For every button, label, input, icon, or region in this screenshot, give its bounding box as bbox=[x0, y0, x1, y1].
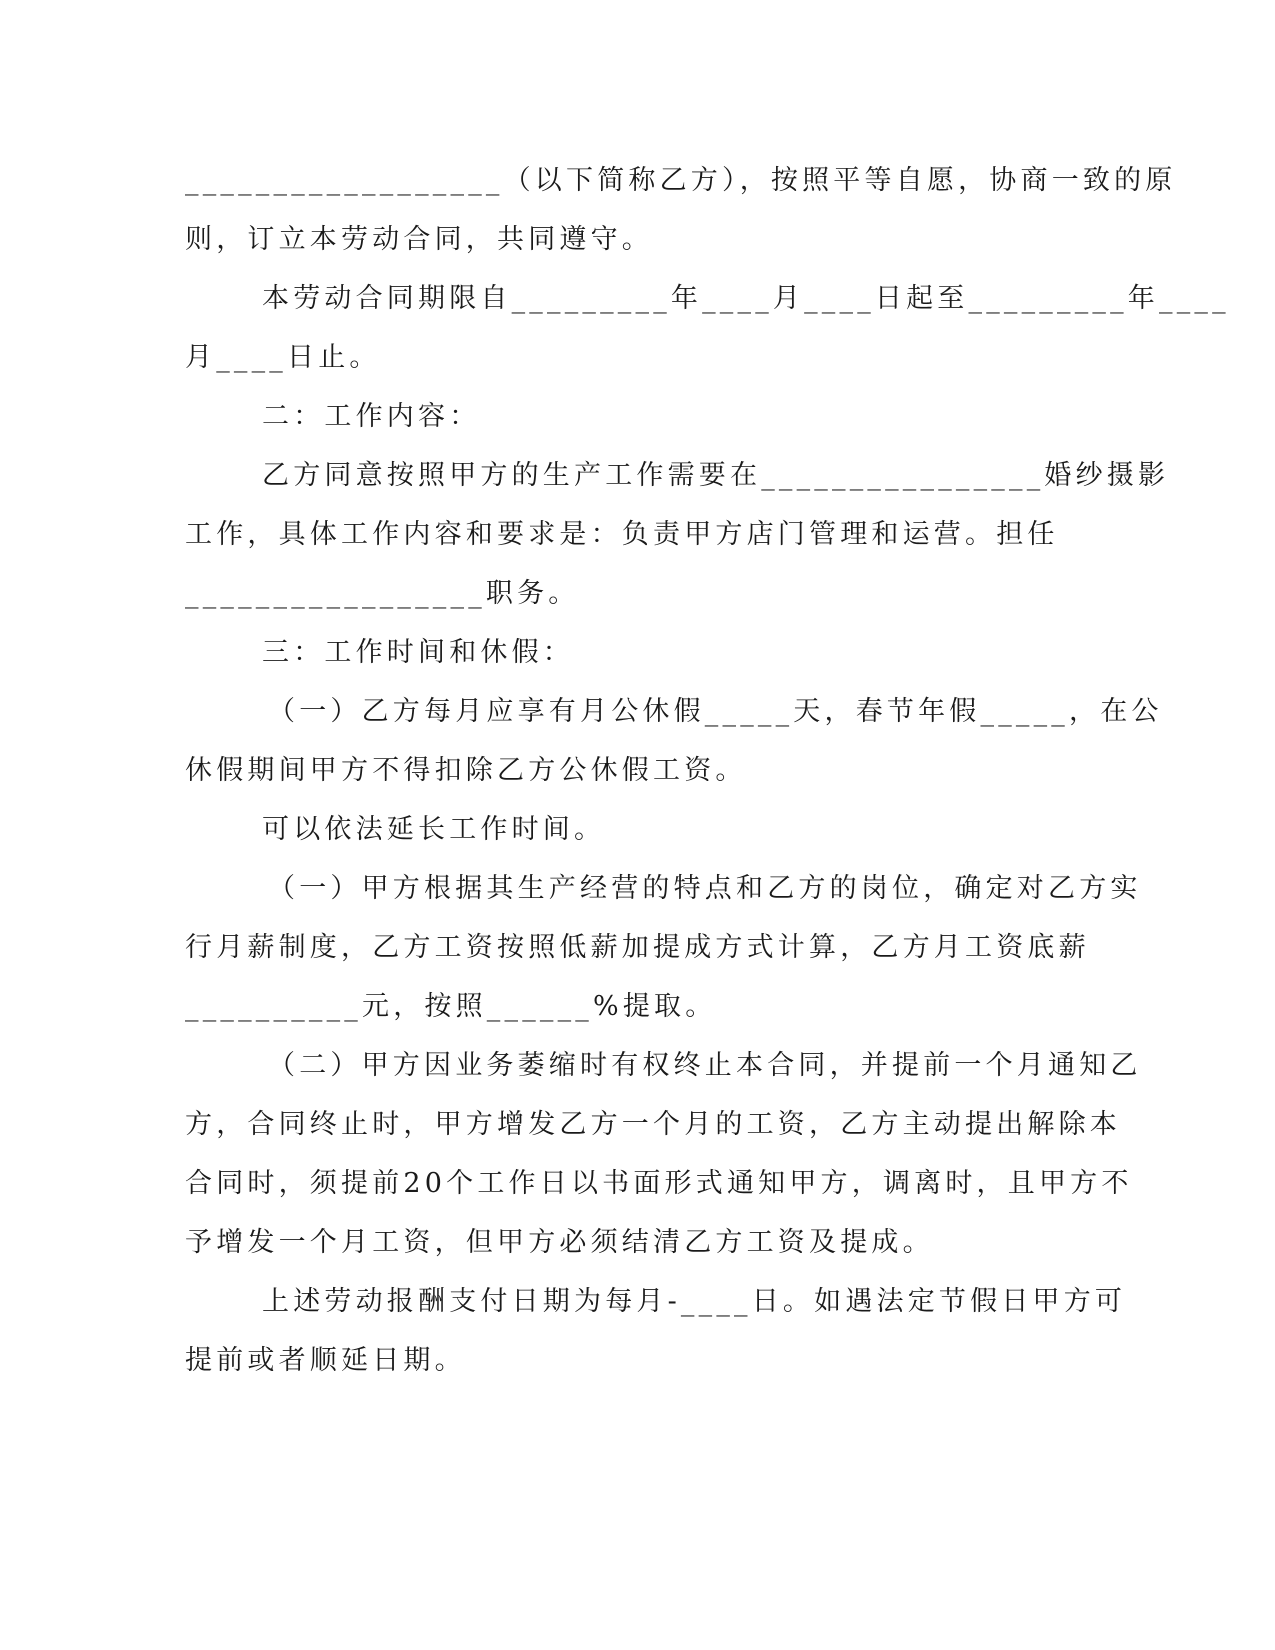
text-line: （一）乙方每月应享有月公休假_____天，春节年假_____，在公 bbox=[268, 696, 1163, 727]
text-line: 工作，具体工作内容和要求是：负责甲方店门管理和运营。担任 bbox=[185, 519, 1059, 550]
text-line: 予增发一个月工资，但甲方必须结清乙方工资及提成。 bbox=[185, 1227, 934, 1258]
section-heading: 三：工作时间和休假： bbox=[262, 637, 574, 668]
text-line: __________________（以下简称乙方），按照平等自愿，协商一致的原 bbox=[185, 165, 1177, 196]
text-line: 上述劳动报酬支付日期为每月-____日。如遇法定节假日甲方可 bbox=[262, 1286, 1127, 1317]
text-line: 合同时，须提前20个工作日以书面形式通知甲方，调离时，且甲方不 bbox=[185, 1168, 1133, 1199]
text-line: 方，合同终止时，甲方增发乙方一个月的工资，乙方主动提出解除本 bbox=[185, 1109, 1121, 1140]
section-heading: 二：工作内容： bbox=[262, 401, 481, 432]
text-line: 休假期间甲方不得扣除乙方公休假工资。 bbox=[185, 755, 747, 786]
text-line: （一）甲方根据其生产经营的特点和乙方的岗位，确定对乙方实 bbox=[268, 873, 1142, 904]
text-line: 乙方同意按照甲方的生产工作需要在________________婚纱摄影 bbox=[262, 460, 1170, 491]
text-line: 提前或者顺延日期。 bbox=[185, 1345, 466, 1376]
text-line: 则，订立本劳动合同，共同遵守。 bbox=[185, 224, 653, 255]
text-line: （二）甲方因业务萎缩时有权终止本合同，并提前一个月通知乙 bbox=[268, 1050, 1142, 1081]
text-line: 本劳动合同期限自_________年____月____日起至_________年____ bbox=[262, 283, 1230, 314]
text-line: 可以依法延长工作时间。 bbox=[262, 814, 606, 845]
text-line: 月____日止。 bbox=[185, 342, 381, 373]
text-line: 行月薪制度，乙方工资按照低薪加提成方式计算，乙方月工资底薪 bbox=[185, 932, 1090, 963]
text-line: __________元，按照______%提取。 bbox=[185, 991, 717, 1022]
text-line: _________________职务。 bbox=[185, 578, 580, 609]
